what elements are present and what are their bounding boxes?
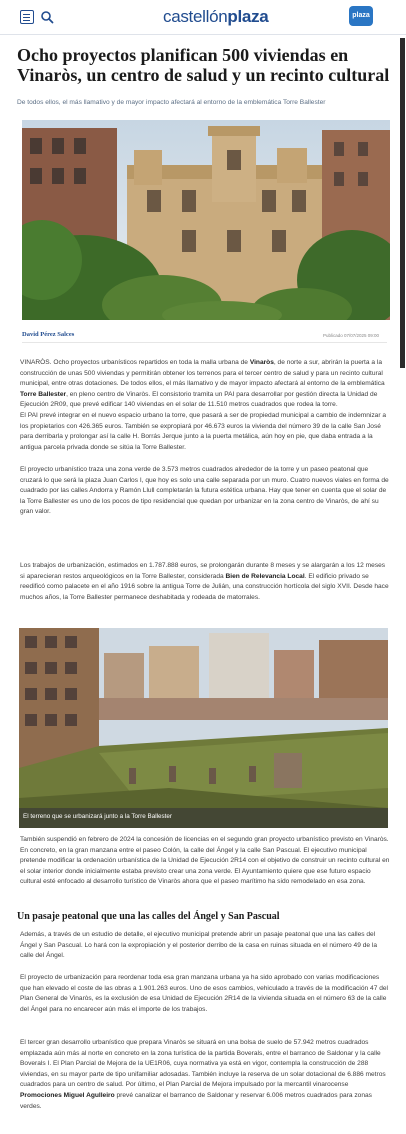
bold-bien-relevancia-local: Bien de Relevancia Local bbox=[225, 572, 305, 580]
paragraph-3: El proyecto urbanístico traza una zona verde de 3.573 metros cuadrados alrededor de la torre y un paseo peatonal que cruzará lo que será la plaza Juan Carlos I, que hoy es solo una calle separada por un muro. Cuatro nuevos viales en forma de cuadrado por las calles Andorra y Ramón Llull completarán la futura estética urbana. Hay que tener en cuenta que el solar de la Torre Ballester es uno de los pocos de tipo residencial que quedan por urbanizar en la zona centro de Vinaròs, de ahí su gran valor. bbox=[20, 466, 389, 516]
site-logo[interactable] bbox=[163, 8, 268, 26]
terrain-photo bbox=[19, 628, 388, 828]
paragraph-2: El PAI prevé integrar en el nuevo espacio urbano la torre, que pasará a ser de propiedad municipal a cambio de indemnizar a los propietarios con 426.365 euros. También se expropiará por 46.673 euros la vivienda del número 39 de la calle San José para derribarla y prolongar así la calle H. Borrás Jerque junto a la puerta metálica, aún hoy en pie, que daba entrada a la antigua parcela privada donde se sitúa la Torre Ballester. bbox=[20, 412, 387, 451]
section-subtitle: Un pasaje peatonal que una las calles del Ángel y San Pascual bbox=[17, 911, 280, 922]
paragraph-7: El proyecto de urbanización para reordenar toda esa gran manzana urbana ya ha sido aprobado con varias modificaciones que han elevado el coste de las obras a 1.901.263 euros. Uno de esos cambios, vehiculado a través de la modificación 47 del Plan General de Vinaròs, es la exclusión de esa Unidad de Ejecución 2R14 de la vivienda situada en el número 63 de la calle del Ángel para no encarecer aún más el importe de los trabajos. bbox=[20, 974, 389, 1013]
paragraph-8: El tercer gran desarrollo urbanístico que prepara Vinaròs se situará en una bolsa de suelo de 57.942 metros cuadrados emplazada aún más al norte en concreto en la zona turística de la partida Boverals, entre el barranco de Saldonar y la calle Boverals I. El Plan Parcial de Mejora de la UE1R06, cuya normativa ya está en vigor, contempla la construcción de 288 viviendas, en su mayor parte de tipo unifamiliar adosadas. También incluye la reserva de un solar dotacional de 6.886 metros cuadrados para un centro de salud. Por último, el Plan Parcial de Mejora impulsado por la mercantil vinarocense Promociones Miguel Agulleiro prevé canalizar el barranco de Saldonar y reservar 6.006 metros cuadrados para zonas verdes. bbox=[20, 1039, 386, 1110]
torre-ballester-photo bbox=[22, 120, 390, 320]
top-bar bbox=[0, 0, 406, 35]
right-edge-bar bbox=[400, 38, 405, 368]
author-name-link[interactable]: David Pérez Salces bbox=[22, 331, 75, 338]
publish-date: Publicado 07/07/2025 09:00 bbox=[323, 333, 380, 338]
hamburger-menu-icon[interactable] bbox=[20, 10, 34, 24]
brand-second: plaza bbox=[227, 7, 269, 26]
search-icon[interactable] bbox=[40, 10, 54, 24]
bold-vinaros: Vinaròs bbox=[249, 359, 274, 366]
paragraph-4: Los trabajos de urbanización, estimados en 1.787.888 euros, se prolongarán durante 8 meses y se alargarán a los 12 meses si aparecieran restos arqueológicos en la Torre Ballester, considerada Bien de Relevancia Local. El edificio privado se reedificó como palacete en el año 1916 sobre la antigua Torre de Julián, una construcción hortícola del siglo XVII. Desde hace muchos años, la Torre Ballester permanece deshabitada y rodeada de matorrales. bbox=[20, 562, 389, 601]
plaza-badge-button[interactable]: plaza bbox=[349, 6, 373, 26]
article-subhead: De todos ellos, el más llamativo y de mayor impacto afectará al entorno de la emblemática Torre Ballester bbox=[17, 99, 326, 106]
torre-ballester-illustration bbox=[22, 120, 390, 320]
terrain-illustration bbox=[19, 628, 388, 828]
divider bbox=[22, 342, 387, 343]
brand-first: castellón bbox=[163, 7, 228, 26]
article-headline: Ocho proyectos planifican 500 viviendas en Vinaròs, un centro de salud y un recinto cultural bbox=[17, 45, 390, 85]
photo-caption: El terreno que se urbanizará junto a la Torre Ballester bbox=[23, 813, 172, 820]
bold-promociones-miguel-agulleiro: Promociones Miguel Agulleiro bbox=[20, 1091, 115, 1099]
bold-torre-ballester: Torre Ballester bbox=[20, 390, 67, 398]
paragraph-6: Además, a través de un estudio de detalle, el ejecutivo municipal pretende abrir un pasaje peatonal que una las calles del Ángel y San Pascual. Lo hará con la expropiación y el posterior derribo de la casa en ruinas situada en el número 49 de la calle del Ángel. bbox=[20, 931, 378, 960]
paragraph-5: También suspendió en febrero de 2024 la concesión de licencias en el segundo gran proyecto urbanístico previsto en Vinaròs. En concreto, en la gran manzana entre el paseo Colón, la calle del Ángel y la calle San Pascual. El ejecutivo municipal pretende modificar la ordenación urbanística de la Unidad de Ejecución 2R14 con el objetivo de construir un recinto cultural en el solar interior donde inicialmente estaba previsto crear una zona verde. El Ayuntamiento quiere que ese futuro espacio cultural esté enfocado al desarrollo turístico de Vinaròs ahora que el paseo marítimo ha sido remodelado en esa zona. bbox=[20, 836, 390, 886]
paragraph-1: VINARÒS. Ocho proyectos urbanísticos repartidos en toda la malla urbana de Vinaròs, de norte a sur, abrirán la puerta a la construcción de unas 500 viviendas y permitirán obtener los terrenos para el tercer centro de salud y para un recinto cultural municipal, entre otras dotaciones. De todos ellos, el más llamativo y de mayor impacto afectará al entorno de la emblemática Torre Ballester, en pleno centro de Vinaròs. El consistorio tramita un PAI para desarrollar por gestión directa la Unidad de Ejecución 2R09, que prevé edificar 140 viviendas en el solar de 11.510 metros cuadrados que rodea la torre. bbox=[20, 359, 385, 409]
